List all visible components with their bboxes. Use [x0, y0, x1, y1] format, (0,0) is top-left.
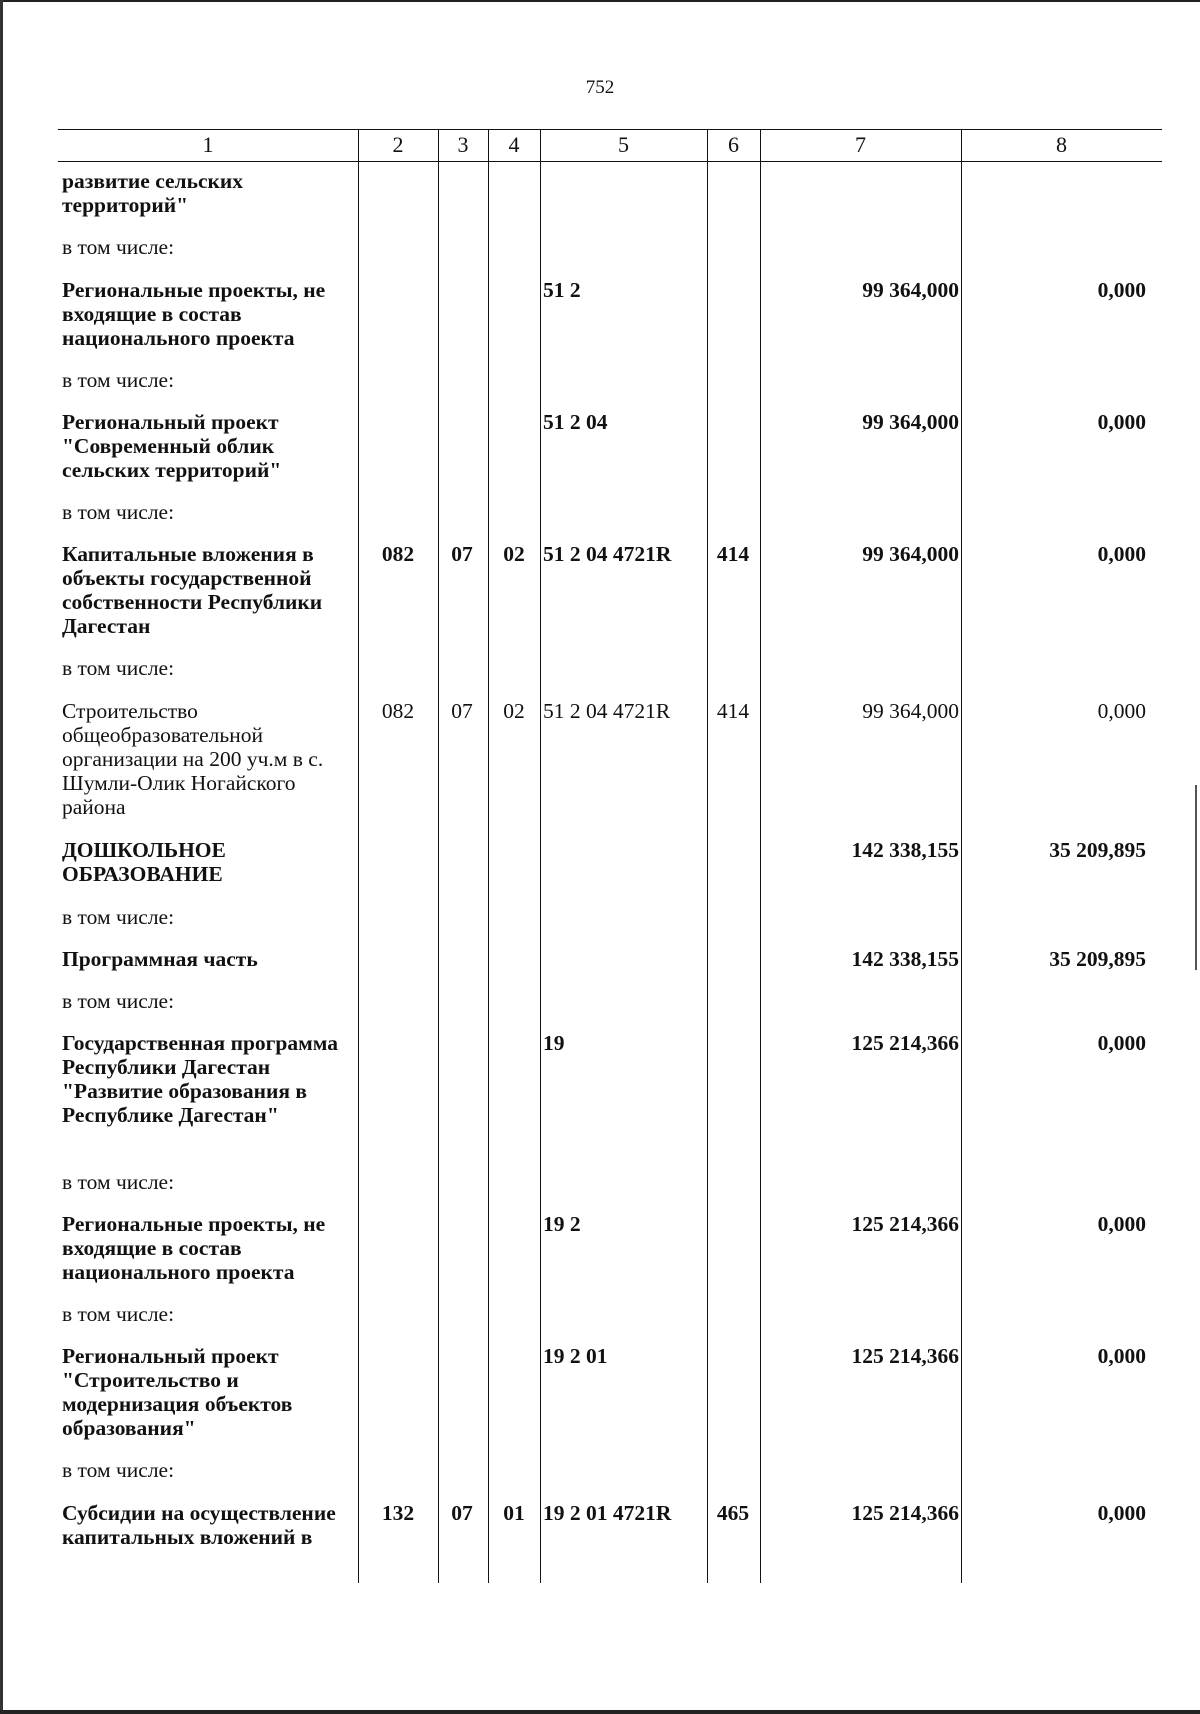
row-name: в том числе: [62, 656, 175, 680]
col-divider-1 [358, 129, 359, 1583]
ministry-code: 082 [381, 699, 415, 723]
expense-type-code: 465 [716, 1501, 750, 1525]
amount-col-7: 99 364,000 [862, 410, 959, 434]
amount-col-7: 125 214,366 [851, 1344, 959, 1368]
row-name: Государственная программа Республики Дагестан "Развитие образования в Республике Дагестан" [62, 1031, 339, 1127]
row-name: в том числе: [62, 989, 175, 1013]
header-bottom-rule [58, 161, 1162, 162]
col-divider-2 [438, 129, 439, 1583]
subsection-code: 01 [503, 1501, 525, 1525]
table-top-rule [58, 129, 1162, 130]
row-name: Региональный проект "Современный облик сельских территорий" [62, 410, 282, 482]
row-name: развитие сельских территорий" [62, 169, 244, 217]
amount-col-7: 142 338,155 [851, 838, 959, 862]
scan-bottom-edge [0, 1710, 1200, 1714]
col-divider-5 [707, 129, 708, 1583]
row-name: Региональные проекты, не входящие в состав национального проекта [62, 1212, 326, 1284]
scan-left-edge [0, 0, 3, 1714]
amount-col-8: 0,000 [1097, 1344, 1146, 1368]
section-code: 07 [451, 699, 473, 723]
section-code: 07 [451, 1501, 473, 1525]
target-article-code: 19 [543, 1031, 565, 1055]
header-col-7: 7 [855, 132, 866, 157]
target-article-code: 19 2 01 4721R [543, 1501, 672, 1525]
header-col-5: 5 [618, 132, 629, 157]
subsection-code: 02 [503, 542, 525, 566]
col-divider-6 [760, 129, 761, 1583]
ministry-code: 132 [381, 1501, 415, 1525]
amount-col-7: 125 214,366 [851, 1031, 959, 1055]
amount-col-8: 0,000 [1097, 1212, 1146, 1236]
col-divider-3 [488, 129, 489, 1583]
amount-col-8: 0,000 [1097, 1031, 1146, 1055]
row-name: ДОШКОЛЬНОЕ ОБРАЗОВАНИЕ [62, 838, 226, 886]
amount-col-7: 142 338,155 [851, 947, 959, 971]
col-divider-7 [961, 129, 962, 1583]
row-name: в том числе: [62, 905, 175, 929]
row-name: в том числе: [62, 1302, 175, 1326]
row-name: в том числе: [62, 1458, 175, 1482]
amount-col-7: 125 214,366 [851, 1501, 959, 1525]
header-col-6: 6 [728, 132, 739, 157]
amount-col-7: 99 364,000 [862, 542, 959, 566]
amount-col-7: 99 364,000 [862, 699, 959, 723]
row-name: в том числе: [62, 368, 175, 392]
row-name: Региональный проект "Строительство и модернизация объектов образования" [62, 1344, 293, 1440]
subsection-code: 02 [503, 699, 525, 723]
target-article-code: 19 2 [543, 1212, 581, 1236]
section-code: 07 [451, 542, 473, 566]
amount-col-8: 35 209,895 [1049, 947, 1146, 971]
row-name: Региональные проекты, не входящие в состав национального проекта [62, 278, 326, 350]
target-article-code: 19 2 01 [543, 1344, 608, 1368]
amount-col-8: 35 209,895 [1049, 838, 1146, 862]
scan-top-edge [0, 0, 1200, 2]
amount-col-8: 0,000 [1097, 699, 1146, 723]
amount-col-7: 99 364,000 [862, 278, 959, 302]
scan-right-mark [1195, 785, 1197, 970]
row-name: в том числе: [62, 235, 175, 259]
target-article-code: 51 2 04 [543, 410, 608, 434]
row-name: Строительство общеобразовательной организации на 200 уч.м в с. Шумли-Олик Ногайского района [62, 699, 324, 819]
target-article-code: 51 2 04 4721R [543, 542, 672, 566]
header-col-8: 8 [1056, 132, 1067, 157]
expense-type-code: 414 [716, 542, 750, 566]
row-name: в том числе: [62, 500, 175, 524]
row-name: Программная часть [62, 947, 258, 971]
amount-col-8: 0,000 [1097, 410, 1146, 434]
target-article-code: 51 2 04 4721R [543, 699, 671, 723]
row-name: Капитальные вложения в объекты государственной собственности Республики Дагестан [62, 542, 323, 638]
amount-col-8: 0,000 [1097, 1501, 1146, 1525]
expense-type-code: 414 [716, 699, 750, 723]
amount-col-8: 0,000 [1097, 542, 1146, 566]
row-name: в том числе: [62, 1170, 175, 1194]
header-col-2: 2 [392, 132, 404, 157]
row-name: Субсидии на осуществление капитальных вложений в [62, 1501, 336, 1549]
page-number: 752 [585, 77, 615, 98]
target-article-code: 51 2 [543, 278, 581, 302]
amount-col-8: 0,000 [1097, 278, 1146, 302]
amount-col-7: 125 214,366 [851, 1212, 959, 1236]
header-col-1: 1 [202, 132, 214, 157]
col-divider-4 [540, 129, 541, 1583]
header-col-3: 3 [457, 132, 469, 157]
ministry-code: 082 [381, 542, 415, 566]
header-col-4: 4 [508, 132, 520, 157]
